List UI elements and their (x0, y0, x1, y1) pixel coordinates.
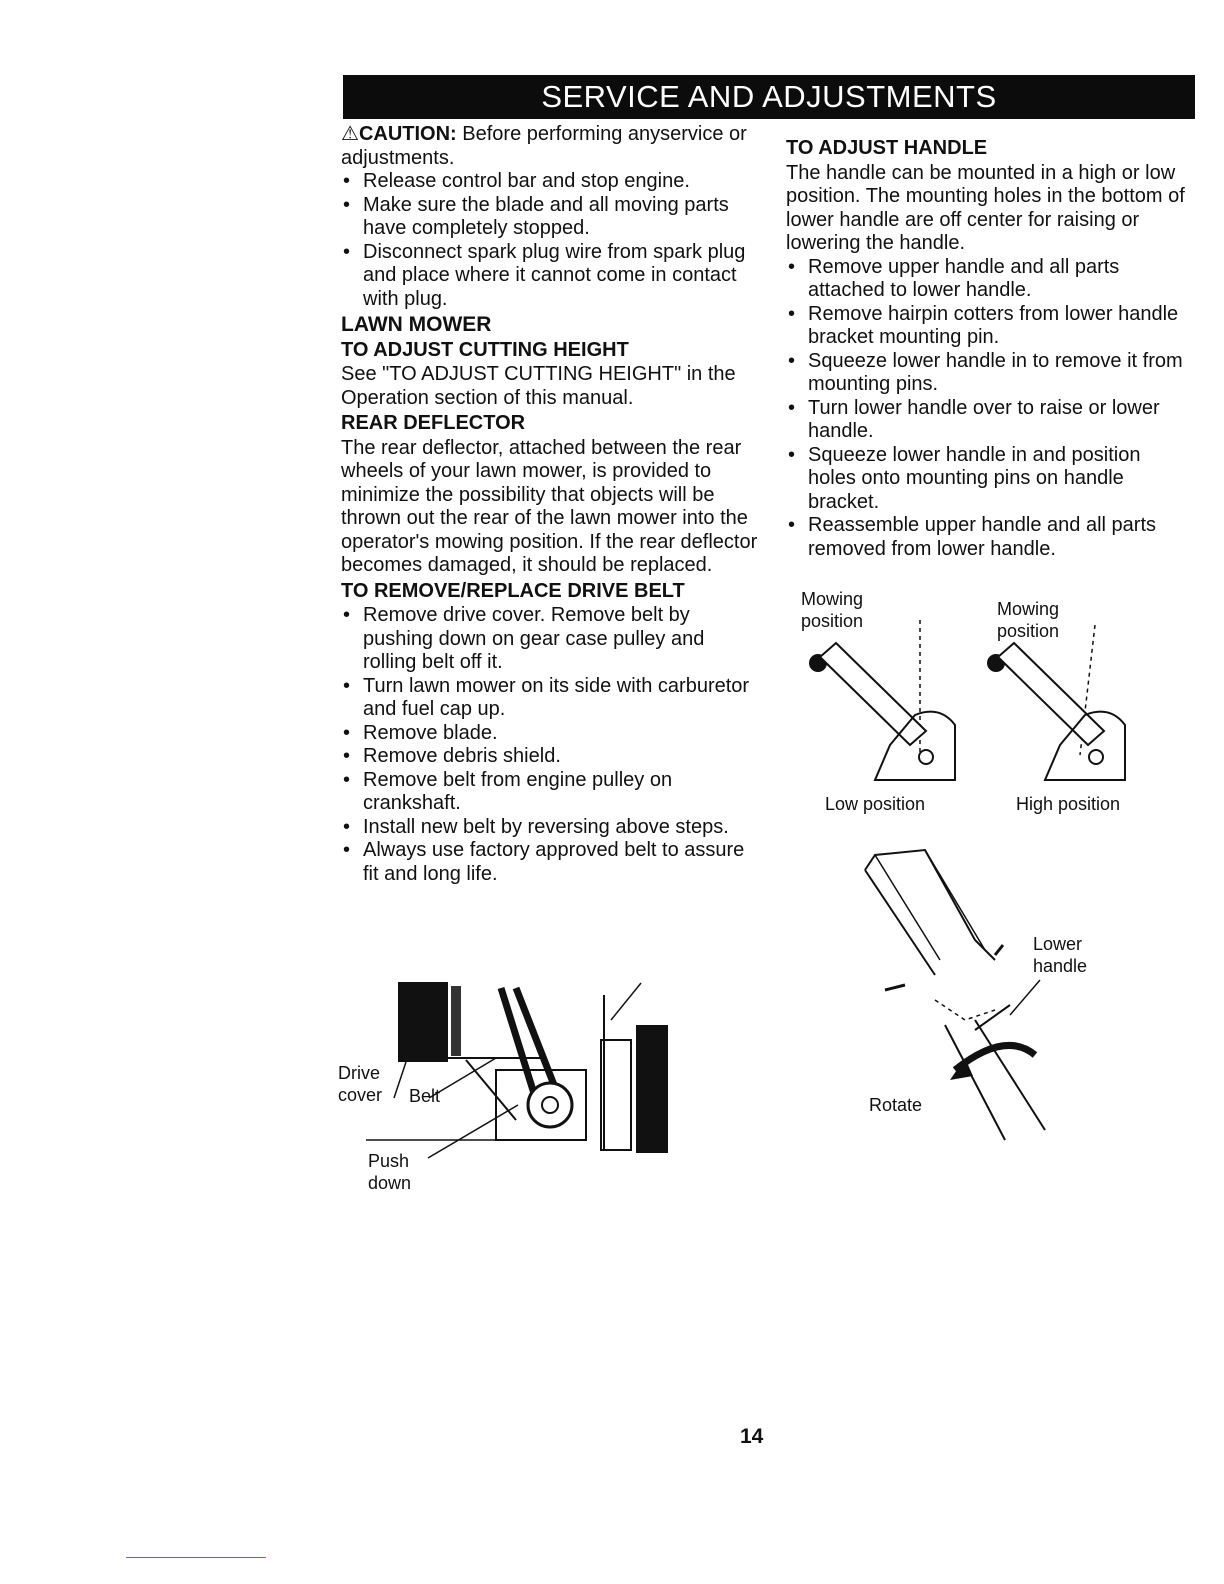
lawn-mower-heading: LAWN MOWER (341, 313, 492, 336)
list-item: • Remove debris shield. (341, 745, 761, 769)
rotate-label: Rotate (869, 1095, 923, 1115)
push-down-label: Push down (368, 1151, 412, 1193)
page-number: 14 (740, 1425, 764, 1448)
list-item: • Turn lawn mower on its side with carburetor and fuel cap up. (341, 675, 761, 722)
caution-list (341, 170, 761, 311)
caution-paragraph (341, 123, 761, 170)
rear-deflector-text: The rear deflector, attached between the rear wheels of your lawn mower, is provided to minimize the possibility that objects will be thrown out the rear of the lawn mower into the operator's mowing position. If the rear deflector becomes damaged, it should be replaced. (341, 436, 758, 576)
footer-line (126, 1557, 266, 1558)
drive-belt-heading: TO REMOVE/REPLACE DRIVE BELT (341, 579, 685, 602)
rotate-handle-figure (845, 840, 1105, 1170)
handle-list (786, 256, 1186, 562)
caution-text: Before performing anyservice or adjustments. (341, 123, 747, 169)
list-item: • Squeeze lower handle in to remove it from mounting pins. (786, 350, 1186, 397)
mowing-position-label-1: Mowing position (801, 589, 864, 631)
drive-belt-figure (336, 980, 676, 1210)
rear-deflector-heading: REAR DEFLECTOR (341, 412, 526, 434)
low-position-label: Low position (825, 794, 926, 814)
handle-text: The handle can be mounted in a high or low position. The mounting holes in the bottom of lower handle are off center for raising or lowering the handle. (786, 161, 1185, 254)
right-column (786, 135, 1186, 561)
handle-heading: TO ADJUST HANDLE (786, 137, 988, 159)
list-item: • Remove hairpin cotters from lower handle bracket mounting pin. (786, 303, 1186, 350)
cutting-height-heading: TO ADJUST CUTTING HEIGHT (341, 338, 629, 361)
cutting-height-text: See "TO ADJUST CUTTING HEIGHT" in the Operation section of this manual. (341, 363, 736, 409)
mowing-position-label-2: Mowing position (997, 599, 1060, 641)
handle-position-figure (790, 585, 1150, 814)
list-item: • Disconnect spark plug wire from spark plug and place where it cannot come in contact with plug. (341, 241, 761, 312)
list-item: • Reassemble upper handle and all parts removed from lower handle. (786, 514, 1186, 561)
high-position-label: High position (1016, 794, 1121, 814)
list-item: • Remove drive cover. Remove belt by pushing down on gear case pulley and rolling belt off it. (341, 604, 761, 675)
belt-label: Belt (409, 1086, 441, 1106)
lower-handle-label: Lower handle (1033, 934, 1088, 976)
left-column (341, 123, 761, 886)
warning-icon: ⚠ (341, 123, 359, 145)
drive-cover-label: Drive cover (338, 1063, 383, 1105)
list-item: • Always use factory approved belt to assure fit and long life. (341, 839, 761, 886)
drive-belt-list (341, 604, 761, 886)
list-item: • Remove upper handle and all parts attached to lower handle. (786, 256, 1186, 303)
caution-label: CAUTION: (358, 123, 457, 145)
list-item: • Make sure the blade and all moving parts have completely stopped. (341, 194, 761, 241)
list-item: • Remove belt from engine pulley on crankshaft. (341, 769, 761, 816)
section-banner: SERVICE AND ADJUSTMENTS (343, 75, 1195, 119)
rotate-handle-illustration (845, 840, 1105, 1170)
list-item: • Remove blade. (341, 722, 761, 746)
list-item: • Install new belt by reversing above steps. (341, 816, 761, 840)
list-item: • Turn lower handle over to raise or lower handle. (786, 397, 1186, 444)
list-item: • Squeeze lower handle in and position holes onto mounting pins on handle bracket. (786, 444, 1186, 515)
list-item: • Release control bar and stop engine. (341, 170, 761, 194)
